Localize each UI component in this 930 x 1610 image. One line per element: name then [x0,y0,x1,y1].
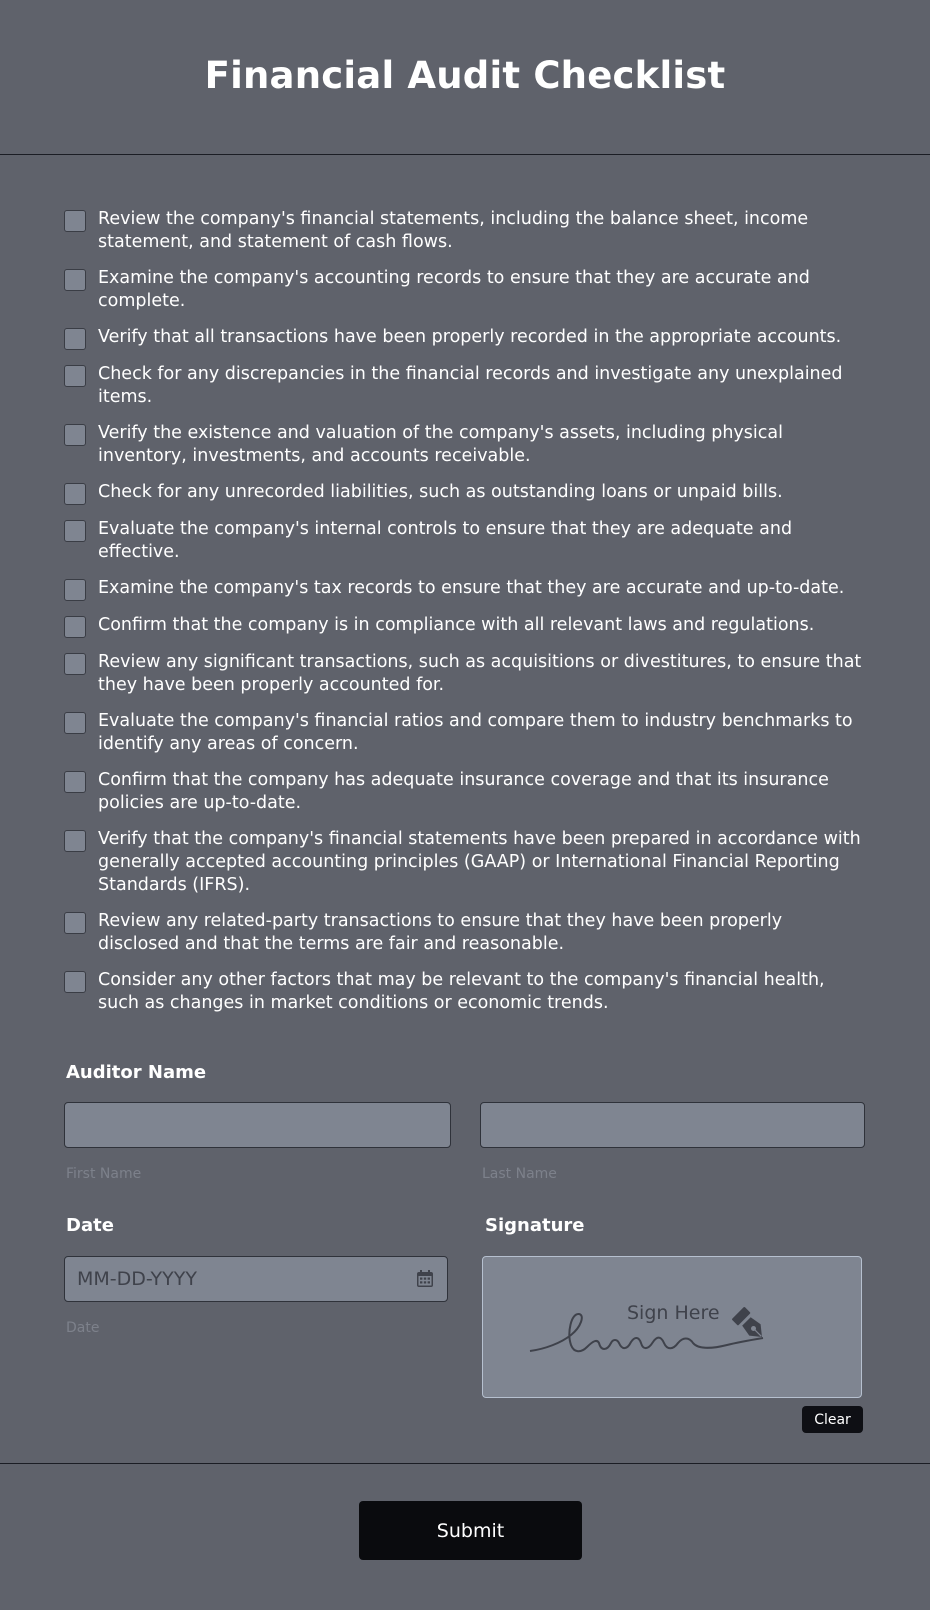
page-title: Financial Audit Checklist [204,53,726,97]
sign-here-text: Sign Here [627,1302,720,1324]
checklist-item[interactable] [64,910,864,956]
checklist-checkbox[interactable] [64,616,86,638]
first-name-input[interactable] [64,1102,451,1148]
calendar-icon[interactable] [415,1269,435,1289]
first-name-hint: First Name [66,1166,142,1182]
checklist-item[interactable] [64,769,864,815]
signature-label: Signature [485,1215,585,1236]
checklist-item[interactable] [64,422,864,468]
checklist-checkbox[interactable] [64,424,86,446]
checklist-item-text: Verify that the company's financial statements have been prepared in accordance with generally accepted accounting principles (GAAP) or International Financial Reporting Standards (IFRS). [98,829,861,895]
last-name-hint: Last Name [482,1166,557,1182]
checklist-checkbox[interactable] [64,830,86,852]
checklist-item[interactable] [64,614,864,638]
checklist-item-text: Verify the existence and valuation of the company's assets, including physical inventory, investments, and accounts receivable. [98,423,783,466]
checklist-item[interactable] [64,651,864,697]
checklist-checkbox[interactable] [64,971,86,993]
checklist-checkbox[interactable] [64,579,86,601]
checklist-item[interactable] [64,828,864,897]
date-hint: Date [66,1320,100,1336]
checklist-item-text: Check for any unrecorded liabilities, such as outstanding loans or unpaid bills. [98,482,783,502]
checklist-item-text: Evaluate the company's financial ratios and compare them to industry benchmarks to identify any areas of concern. [98,711,853,754]
checklist-checkbox[interactable] [64,210,86,232]
checklist-checkbox[interactable] [64,365,86,387]
checklist-item[interactable] [64,481,864,505]
signature-pad[interactable] [482,1256,862,1398]
checklist-item-text: Review the company's financial statements, including the balance sheet, income statement, and statement of cash flows. [98,209,809,252]
form-header [0,0,930,155]
checklist-checkbox[interactable] [64,483,86,505]
checklist-item-text: Examine the company's tax records to ensure that they are accurate and up-to-date. [98,578,845,598]
checklist-item-text: Consider any other factors that may be relevant to the company's financial health, such as changes in market conditions or economic trends. [98,970,825,1013]
footer-divider [0,1463,930,1464]
checklist-item[interactable] [64,326,864,350]
checklist-item[interactable] [64,208,864,254]
checklist-item-text: Confirm that the company is in compliance with all relevant laws and regulations. [98,615,815,635]
checklist-checkbox[interactable] [64,653,86,675]
signature-squiggle [530,1314,763,1351]
date-label: Date [66,1215,114,1236]
checklist-checkbox[interactable] [64,912,86,934]
clear-signature-button[interactable]: Clear [802,1406,863,1433]
submit-button[interactable]: Submit [359,1501,582,1560]
checklist-checkbox[interactable] [64,520,86,542]
checklist-item-text: Check for any discrepancies in the financial records and investigate any unexplained items. [98,364,843,407]
checklist [64,208,864,1028]
checklist-item[interactable] [64,710,864,756]
checklist-item[interactable] [64,267,864,313]
checklist-item-text: Examine the company's accounting records to ensure that they are accurate and complete. [98,268,810,311]
checklist-item-text: Verify that all transactions have been properly recorded in the appropriate accounts. [98,327,842,347]
date-placeholder: MM-DD-YYYY [77,1268,197,1290]
checklist-item[interactable] [64,969,864,1015]
last-name-input[interactable] [480,1102,865,1148]
checklist-checkbox[interactable] [64,771,86,793]
checklist-item[interactable] [64,363,864,409]
signature-placeholder-drawing [483,1257,861,1397]
checklist-checkbox[interactable] [64,269,86,291]
checklist-item[interactable] [64,577,864,601]
checklist-item[interactable] [64,518,864,564]
checklist-checkbox[interactable] [64,328,86,350]
auditor-name-label: Auditor Name [66,1062,207,1083]
checklist-item-text: Review any significant transactions, such as acquisitions or divestitures, to ensure that they have been properly accounted for. [98,652,862,695]
checklist-item-text: Evaluate the company's internal controls to ensure that they are adequate and effective. [98,519,793,562]
checklist-checkbox[interactable] [64,712,86,734]
date-input[interactable] [64,1256,448,1302]
checklist-item-text: Confirm that the company has adequate insurance coverage and that its insurance policies are up-to-date. [98,770,829,813]
checklist-item-text: Review any related-party transactions to ensure that they have been properly disclosed and that the terms are fair and reasonable. [98,911,783,954]
